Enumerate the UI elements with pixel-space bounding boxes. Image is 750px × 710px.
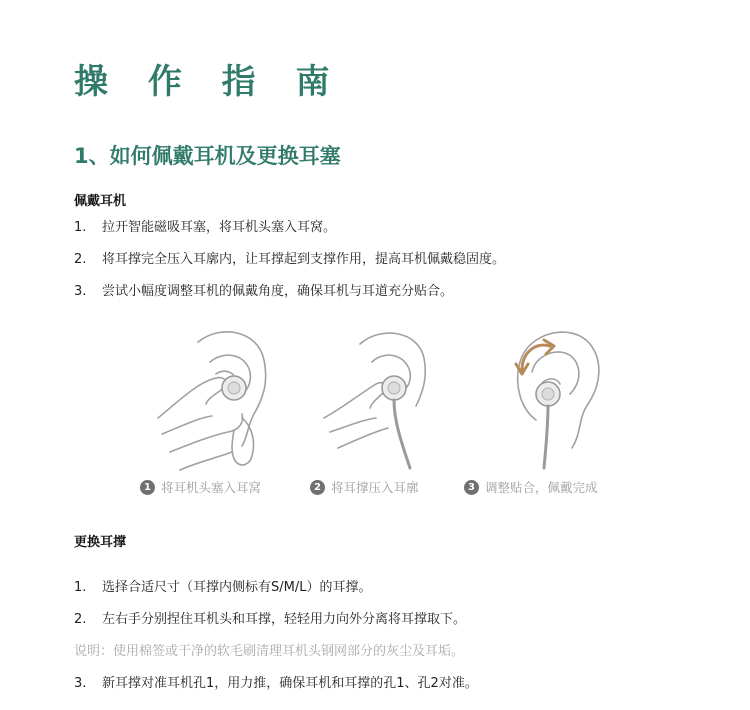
illustration-caption-1 bbox=[140, 478, 261, 496]
step-text: 左右手分别捏住耳机头和耳撑，轻轻用力向外分离将耳撑取下。 bbox=[102, 612, 467, 627]
step-text: 尝试小幅度调整耳机的佩戴角度，确保耳机与耳道充分贴合。 bbox=[102, 284, 454, 299]
step-badge: 1 bbox=[140, 480, 155, 495]
replace-step-1 bbox=[74, 576, 371, 595]
insert-earbud-illustration bbox=[150, 322, 290, 472]
replace-heading: 更换耳撑 bbox=[74, 535, 127, 550]
cleaning-note: 说明：使用棉签或干净的软毛刷清理耳机头钢网部分的灰尘及耳垢。 bbox=[74, 644, 465, 659]
caption-text: 将耳撑压入耳廓 bbox=[331, 480, 419, 495]
replace-step-2 bbox=[74, 608, 466, 627]
step-number: 3. bbox=[74, 284, 87, 299]
step-text: 将耳撑完全压入耳廓内，让耳撑起到支撑作用，提高耳机佩戴稳固度。 bbox=[102, 252, 506, 267]
caption-text: 将耳机头塞入耳窝 bbox=[161, 480, 262, 495]
illustration-caption-3 bbox=[464, 478, 598, 496]
section-title: 1、如何佩戴耳机及更换耳塞 bbox=[74, 144, 341, 168]
adjust-fit-illustration bbox=[492, 322, 632, 472]
step-text: 选择合适尺寸（耳撑内侧标有S/M/L）的耳撑。 bbox=[102, 580, 372, 595]
wear-step-3 bbox=[74, 280, 453, 299]
step-number: 1. bbox=[74, 580, 87, 595]
press-earwing-illustration bbox=[320, 322, 460, 472]
step-number: 3. bbox=[74, 676, 87, 691]
step-number: 2. bbox=[74, 252, 87, 267]
step-number: 2. bbox=[74, 612, 87, 627]
step-text: 新耳撑对准耳机孔1，用力推，确保耳机和耳撑的孔1、孔2对准。 bbox=[102, 676, 478, 691]
wear-heading: 佩戴耳机 bbox=[74, 194, 127, 209]
step-text: 拉开智能磁吸耳塞，将耳机头塞入耳窝。 bbox=[102, 220, 337, 235]
wear-step-2 bbox=[74, 248, 505, 267]
illustration-caption-2 bbox=[310, 478, 419, 496]
step-badge: 2 bbox=[310, 480, 325, 495]
replace-step-3 bbox=[74, 672, 478, 691]
wear-step-1 bbox=[74, 216, 336, 235]
page-title: 操 作 指 南 bbox=[74, 62, 344, 102]
caption-text: 调整贴合，佩戴完成 bbox=[485, 480, 598, 495]
step-number: 1. bbox=[74, 220, 87, 235]
step-badge: 3 bbox=[464, 480, 479, 495]
